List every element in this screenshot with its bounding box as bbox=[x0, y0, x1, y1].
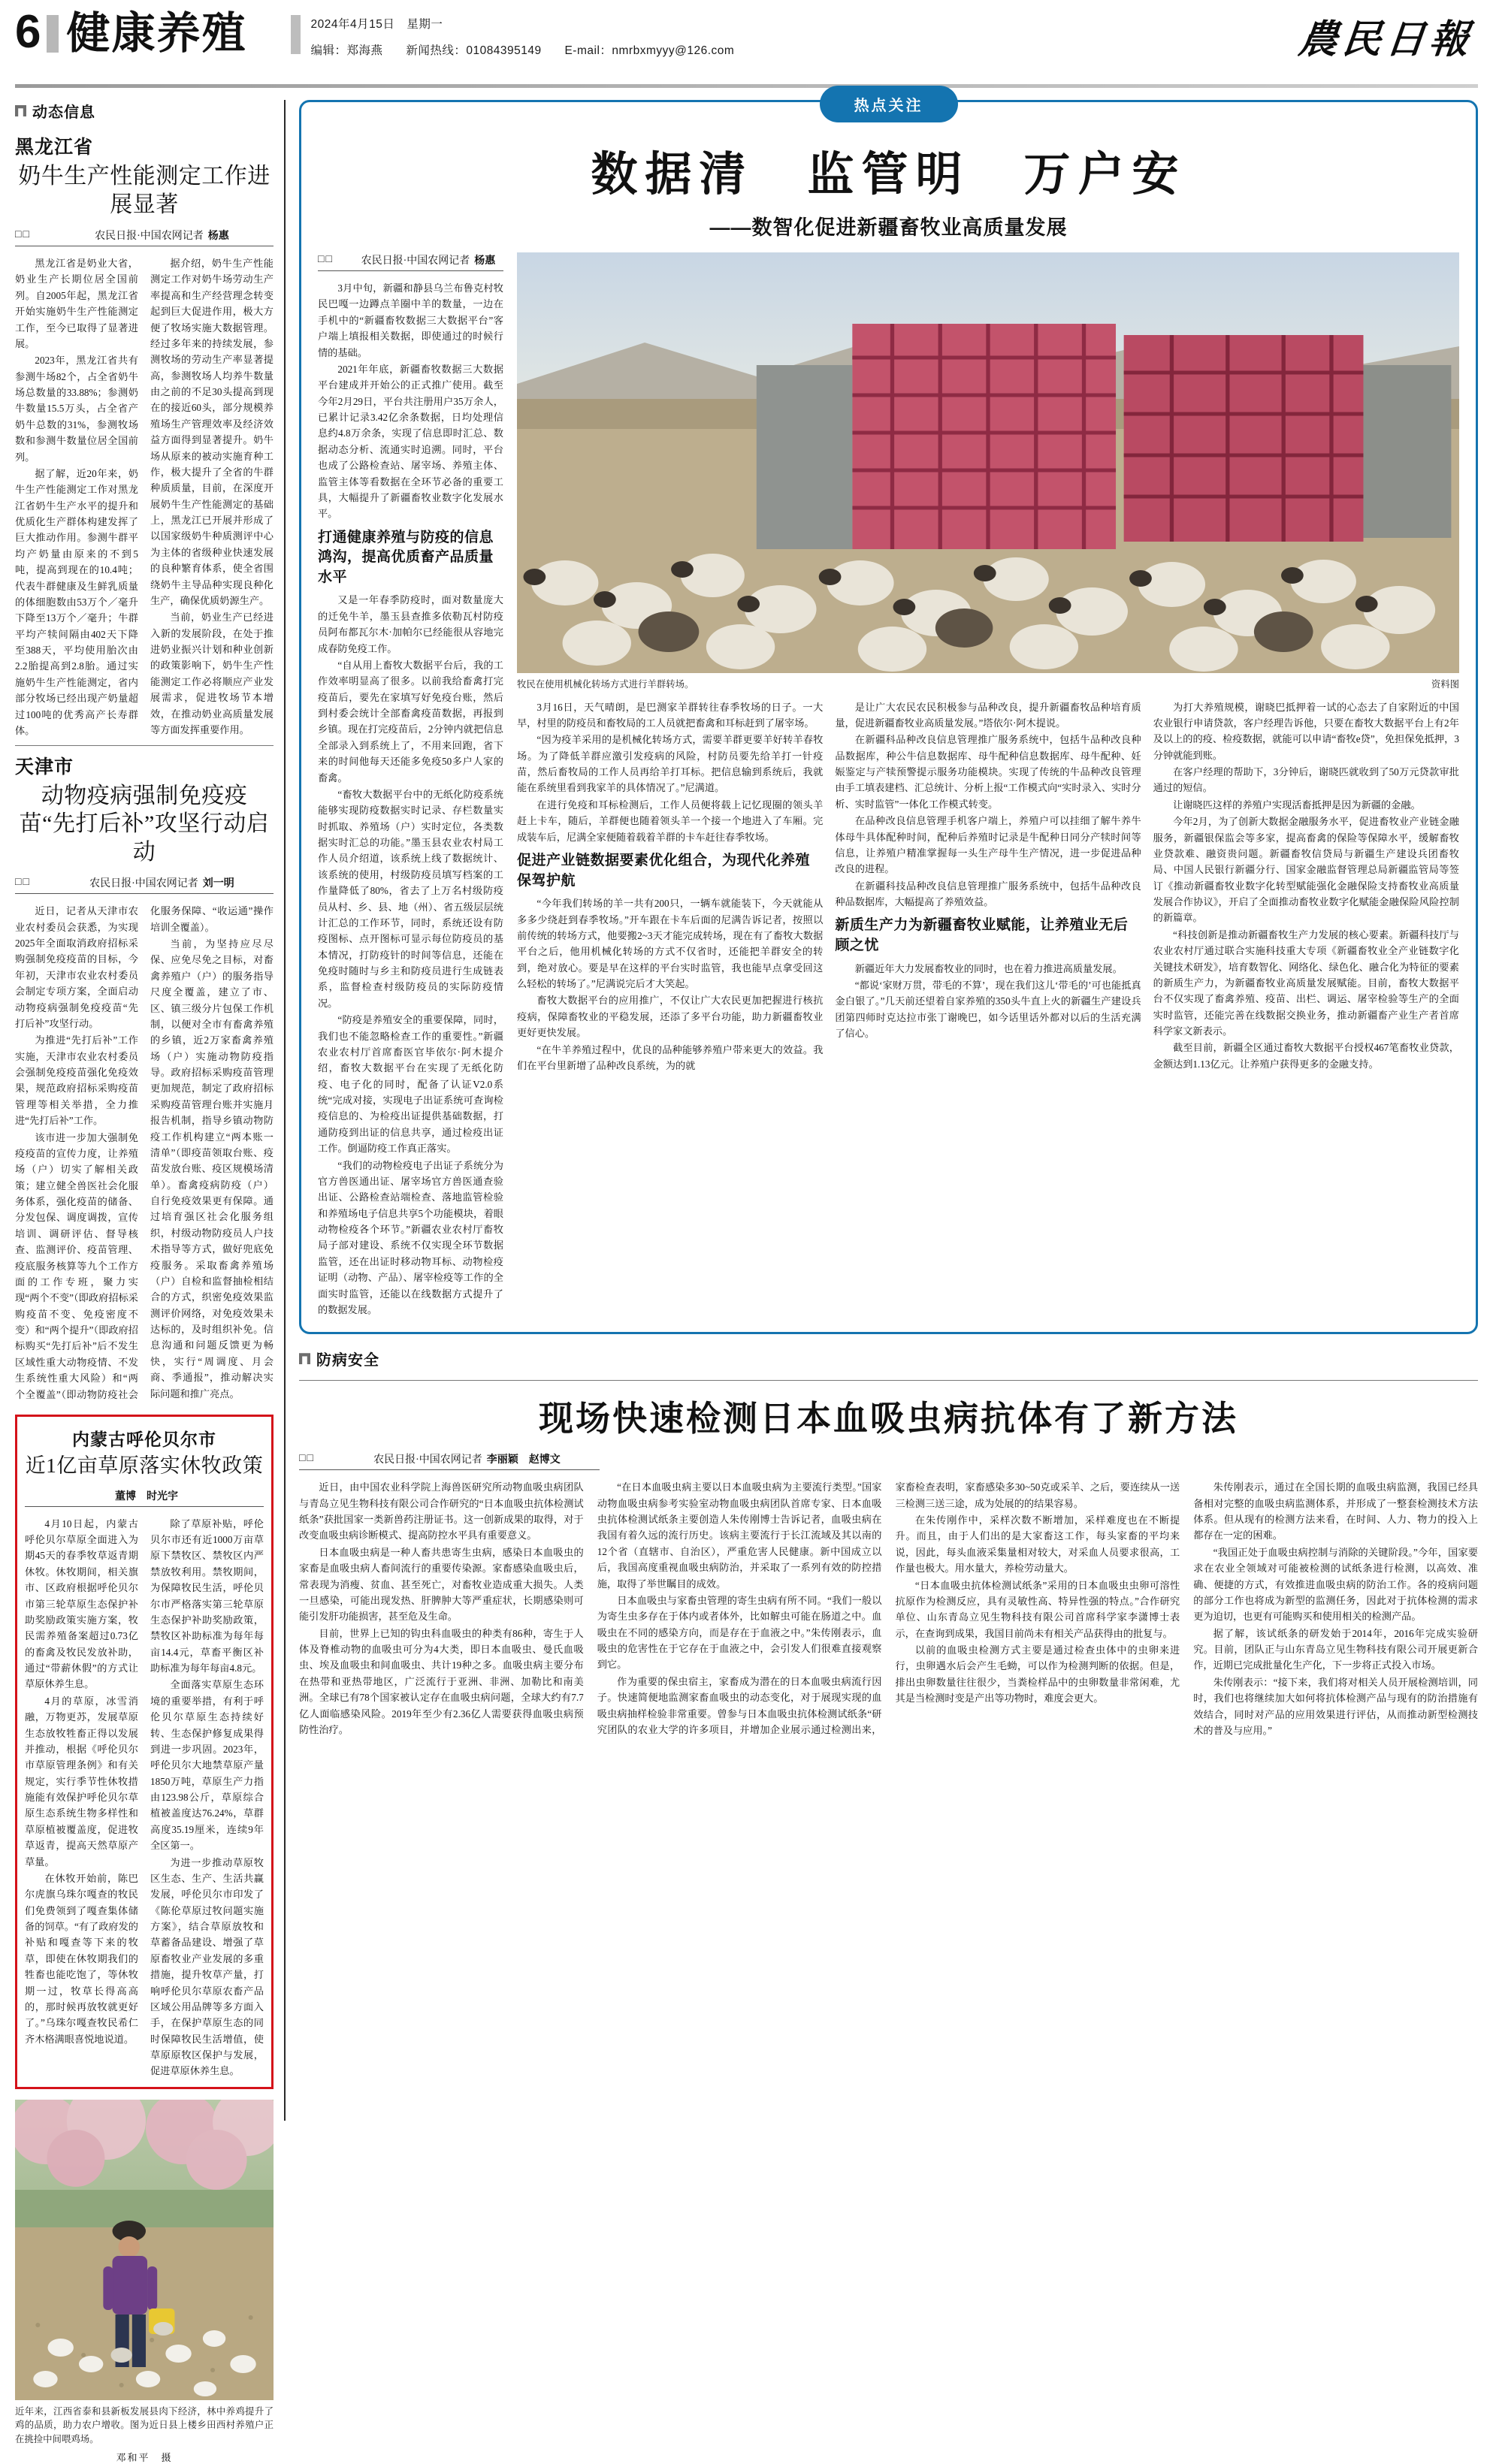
paragraph: 新疆近年大力发展畜牧业的同时，也在着力推进高质量发展。 bbox=[854, 962, 1123, 974]
paragraph: 2021年年底，新疆畜牧数据三大数据平台建成并开始公的正式推广使用。截至今年2月29日，平台共注册用户35万余人，已累计记录3.42亿余条数据，日均处理信息约4.8万余条，实现了信息即时汇总、数据动态分析、流通实时追溯。同时，平台也成了公路检查站、屠宰场、养殖主体、监管主体等看数据在全环节必备的重要工具，大幅提升了新疆畜牧业数字化发展水平。 bbox=[318, 363, 503, 520]
article-kicker: 内蒙古呼伦贝尔市 bbox=[72, 1429, 216, 1449]
byline-boxes: □□ bbox=[318, 254, 334, 265]
paragraph: 畜牧大数据平台的应用推广，不仅让广大农民更加把握进行核抗疫病，保障畜牧业的平稳发展，还添了多平台功能，助力新疆畜牧业更好更快发展。 bbox=[517, 995, 824, 1039]
paragraph: 是让广大农民农民积极参与品种改良，提升新疆畜牧品种培育质量，促进新疆畜牧业高质量发展。”塔依尔·阿木提说。 bbox=[835, 701, 1141, 729]
bottom-article bbox=[299, 1348, 1478, 1738]
feature-subhead-3: 新质生产力为新疆畜牧业赋能，让养殖业无后顾之忧 bbox=[835, 917, 1129, 954]
feature-body-main bbox=[517, 699, 1459, 1074]
section-mark-icon bbox=[299, 1353, 310, 1364]
article-headline: 近1亿亩草原落实休牧政策 bbox=[25, 1454, 264, 1477]
paragraph: 在品种改良信息管理手机客户端上，养殖户可以挂细了解牛养牛体母牛具体配种时间，配种后养殖时记录是牛配种日同分产犊时间等信息，让养殖户精准掌握每一头生产母牛生产情况，进一步促进品种改良的进程。 bbox=[835, 815, 1141, 875]
feature-main bbox=[517, 252, 1459, 1318]
paragraph: 日本血吸虫病是一种人畜共患寄生虫病，感染日本血吸虫的家畜是血吸虫病人畜间流行的重要传染源。家畜感染血吸虫后，常表现为消瘦、贫血、甚至死亡，对畜牧业造成重大损失。人类一旦感染，可能出现发热、肝脾肿大等严重症状，长期感染则可能引发肝功能损害，甚至危及生命。 bbox=[299, 1546, 584, 1623]
paragraph: 目前，世界上已知的钩虫科血吸虫的种类有86种，寄生于人体及脊椎动物的血吸虫可分为4大类，即日本血吸虫、曼氏血吸虫、埃及血吸虫和间血吸虫、共计19种之多。血吸虫病主要分布在热带和亚热带地区，广泛流行于亚洲、非洲、加勒比和南美洲。全球已有78个国家被认定存在血吸虫病问题，全球大约有7.7亿人面临感染风险。2019年至少有2.36亿人需要获得血吸虫病预防性治疗。 bbox=[299, 1627, 584, 1735]
article-heilongjiang bbox=[15, 132, 274, 739]
paragraph: “科技创新是推动新疆畜牧生产力发展的核心要素。新疆科技厅与农业农村厅通过联合实施科技重大专项《新疆畜牧业全产业链数字化关键技术研发》，培育数智化、网络化、绿色化、融合化为特征的要素的新质生产力，为新疆畜牧业高质量发展赋能。目前，畜牧大数据平台不仅实现了畜禽养殖、疫苗、出栏、调运、屠宰检验等生产的全面实时监管，还能完善在线数据交换业务，推动新疆畜产业生产者首席科学家文新表示。 bbox=[1153, 929, 1459, 1037]
paragraph: 日本血吸虫与家畜虫管理的寄生虫病有所不同。“我们一般以为寄生虫多存在于体内或者体外，比如解虫可能在肠道之中。血吸虫在不同的感染方向，而是存在于血液之中。”朱传刚表示，血吸虫的危害性在于它存在于血液之中，会引发人们很难直接观察到它。 bbox=[597, 1594, 882, 1671]
paragraph: “因为疫羊采用的是机械化转场方式，需要羊群更要羊好转羊春牧场。为了降低羊群应激引发疫病的风险，村防员要先给羊打一针疫苗，然后畜牧局的工作人员再给羊打耳标。把信息输到系统后，我就能在系统里看到我家羊的具体情况了。”尼满道。 bbox=[517, 734, 824, 794]
paragraph: 为进一步推动草原牧区生态、生产、生活共赢发展，呼伦贝尔市印发了《陈伦草原过牧问题实施方案》，结合草原放牧和草蓄备品建设、增强了草原畜牧业产业发展的多重措施，提升牧草产量，打响呼伦贝尔草原农畜产品区域公用品牌等多方面入手，在保护草原生态的同时保障牧民生活增值，使草原原牧区保护与发展，促进草原休养生息。 bbox=[150, 1856, 264, 2077]
article-byline bbox=[25, 1488, 264, 1507]
article-headline: 动物疫病强制免疫疫苗“先打后补”攻坚行动启动 bbox=[19, 783, 270, 865]
masthead-accent-bar bbox=[291, 15, 301, 54]
paragraph: 近日，记者从天津市农业农村委员会获悉，为实现2025年全面取消政府招标采购强制免疫疫苗的目标，今年初，天津市农业农村委员会制定专项方案，全面启动动物疫病强制免疫疫苗“先打后补”攻坚行动。 bbox=[15, 905, 138, 1029]
feature-headline: 数据清 监管明 万户安 bbox=[591, 149, 1186, 201]
paragraph: “都说‘家财万贯，带毛的不算’，现在我们这儿‘带毛的’可也能抵真金白银了。”几天前还望着自家养殖的350头牛直上火的新疆生产建设兵团第四师时克达拉市张丁谢晚巴，如今话里话外都对以后的生活充满了信心。 bbox=[835, 980, 1141, 1040]
byline-source: 农民日报·中国农网记者 bbox=[373, 1454, 482, 1466]
publication-date: 2024年4月15日 星期一 bbox=[310, 18, 443, 31]
paragraph: “防疫是养殖安全的重要保障，同时，我们也不能忽略检查工作的重要性。”新疆农业农村厅首席畜医官毕依尔·阿木提介绍，畜牧大数据平台在实现了无纸化防疫、电子化的同时，配备了认证V2.0系统“完成对接，实现电子出证系统可查询检疫信息的、为检疫出证提供基础数据，打通防疫到出证的信息共享，通过检疫出证工作。倒逼防疫工作真正落实。 bbox=[318, 1014, 503, 1155]
photo-chicken-farm-image bbox=[15, 2100, 274, 2400]
paragraph: 朱传刚表示，通过在全国长期的血吸虫病监测，我国已经具备相对完整的血吸虫病监测体系，并形成了一整套检测技术方法体系。但从现有的检测方法来看，在时间、人力、物力的投入上都存在一定的困难。 bbox=[1193, 1481, 1478, 1542]
paragraph: 在客户经理的帮助下，3分钟后，谢晓匹就收到了50万元贷款审批通过的短信。 bbox=[1153, 766, 1459, 794]
article-body bbox=[15, 255, 274, 739]
paragraph: 黑龙江省是奶业大省，奶业生产长期位居全国前列。自2005年起，黑龙江省开始实施奶牛生产性能测定工作，至今已取得了显著进展。 bbox=[15, 258, 138, 349]
paragraph: “今年我们转场的羊一共有200只，一辆车就能装下，今天就能从多多少绕赶到春季牧场。”开车跟在卡车后面的尼满告诉记者，按照以前传统的转场方式，他要搬2~3天才能完成转场，现在有了畜牧大数据平台之后，他用机械化转场的方式不仅省时，还能把羊群安全的转到，绝对放心。要是早在这样的平台实时监管，我也能早点拿受回这么轻松的转场了。”尼满说完后才大笑起。 bbox=[517, 898, 824, 990]
feature-photo-credit: 资料图 bbox=[1431, 679, 1459, 690]
folio-divider-bar bbox=[47, 15, 59, 53]
article-headline: 奶牛生产性能测定工作进展显著 bbox=[18, 164, 270, 217]
article-divider bbox=[15, 745, 274, 746]
article-kicker: 天津市 bbox=[15, 756, 74, 778]
section-label-text: 动态信息 bbox=[32, 104, 95, 121]
paragraph: “畜牧大数据平台中的无纸化防疫系统能够实现防疫数据实时记录、存栏数量实时抓取、养殖场（户）实时定位，各类数据实时汇总的功能。”墨玉县农业农村局工作人员介绍道，该系统上线了数据统计、该系统的使用，村级防疫员填写档案的工作量降低了80%，省去了上万名村级防疫员从村、乡、县、地（州）、省五级层层统计汇总的工作环节，同时，系统还设有防疫图标、点开图标可显示每位防疫员的基本情况，打防疫针的时间等信息，还能在免疫时随时与乡主和防疫员进行生成链表系，监督检查村级防疫员的实际防疫情况。 bbox=[318, 788, 503, 1009]
section-mark-icon bbox=[15, 105, 26, 116]
paragraph: 以前的血吸虫检测方式主要是通过检查虫体中的虫卵来进行，虫卵遇水后会产生毛蚴，可以作为检测判断的依据。但是，排出虫卵数量往往很少，当粪检样品中的虫卵数量非常闲难，尤其是当检测时变是产出等功物时，难度会更大。 bbox=[895, 1644, 1180, 1705]
paragraph: 近日，由中国农业科学院上海兽医研究所动物血吸虫病团队与青岛立见生物科技有限公司合作研究的“日本血吸虫抗体检测试纸条”获批国家一类新兽药注册证书。这一创新成果的取得，对于改变血吸虫病诊断模式、提高防控水平具有重要意义。 bbox=[299, 1481, 584, 1542]
feature-content bbox=[318, 252, 1459, 1318]
paragraph: 当前，奶业生产已经进入新的发展阶段，在处于推进奶业振兴计划和种业创新的政策影响下，奶牛生产性能测定工作必将顺应产业发展需求，促进牧场节本增效，在推动奶业高质量发展等方面发挥重要作用。 bbox=[150, 611, 274, 735]
page-body bbox=[15, 98, 1478, 2463]
paragraph: 截至目前，新疆全区通过畜牧大数据平台授权467笔畜牧业贷款，金额达到1.13亿元。让养殖户获得更多的金融支持。 bbox=[1153, 1042, 1459, 1070]
paragraph: 当前，为坚持应尽尽保、应免尽免之目标，对畜禽养殖户（户）的服务指导尺度全覆盖，建立了市、区、镇三级分片包保工作机制，以便对全市有畜禽养殖的乡镇，近2万家畜禽养殖场（户）实施动物防疫指导。政府招标采购疫苗管理更加规范，制定了政府招标采购疫苗管理台账并实施月报告机制，指导乡镇动物防疫工作机构建立“两本账一清单”（即疫苗领取台账、疫苗发放台账、疫区规模场清单）。畜禽疫病防疫（户）自行免疫效果更有保障。通过培育强区社会化服务组织，村级动物防疫员人户技术指导等方式，做好兜底免疫服务。采取畜禽养殖场（户）自检和监督抽检相结合的方式，织密免疫效果监测评价网络，对免疫效果未达标的，及时组织补免。信息沟通和问题反馈更为畅快，实行“周调度、月会商、季通报”，推动解决实际问题和推广亮点。 bbox=[150, 938, 274, 1400]
byline-author: 董博 时光宇 bbox=[115, 1490, 178, 1502]
masthead-info bbox=[291, 11, 754, 58]
article-body bbox=[25, 1516, 264, 2079]
paragraph: “日本血吸虫抗体检测试纸条”采用的日本血吸虫虫卵可溶性抗原作为检测反应，具有灵敏性高、特异性强的特点。”合作研究单位、山东青岛立见生物科技有限公司首席科学家李潇博士表示，在查询到成果，我国目前尚未有相关产品获得由的批复与。 bbox=[895, 1579, 1180, 1639]
byline-boxes: □□ bbox=[299, 1453, 315, 1465]
paragraph: 全面落实草原生态环境的重要举措，有利于呼伦贝尔草原生态持续好转、生态保护修复成果得到进一步巩固。2023年，呼伦贝尔大地禁草原产量1850万吨，草原生产力指由123.98公斤，草原综合植被盖度达76.24%，草群高度35.19厘米，连续9年全区第一。 bbox=[150, 1679, 264, 1852]
editor-label: 编辑：郑海燕 bbox=[310, 44, 383, 57]
left-column bbox=[15, 100, 286, 2463]
paragraph: 该市进一步加大强制免疫疫苗的宣传力度，让养殖场（户）切实了解相关政策；建立健全兽医社会化服务体系，强化疫苗的储备、分发包保、调度调拨，宣传培训、调研评估、督导核查、监测评价、疫苗管理、疫底服务核算等九个工作方面的工作专班，聚力实现“两个不变”（即政府招标采购疫苗不变、免疫密度不变）和“两个提升”（即政府招标购买“先打后补”后不发生区域性重大动物疫情、不发生系统性重大风险）和“两个全覆盖”（即动物防疫社会化服务保障、“收运通”操作培训全覆盖）。 bbox=[15, 905, 274, 1400]
article-byline bbox=[15, 228, 274, 246]
paragraph: 除了草原补贴，呼伦贝尔市还有近1000万亩草原下禁牧区、禁牧区内严禁放牧利用。禁牧期间，为保障牧民生活，呼伦贝尔市严格落实第三轮草原生态保护补助奖励政策，禁牧区补助标准为每年每亩14.4元，草畜平衡区补助标准为每年每亩4.8元。 bbox=[150, 1517, 264, 1674]
left-photo-block bbox=[15, 2100, 274, 2464]
feature-subhead-1: 打通健康养殖与防疫的信息鸿沟，提高优质畜产品质量水平 bbox=[318, 529, 494, 585]
byline-author: 刘一明 bbox=[202, 878, 234, 890]
bottom-byline bbox=[299, 1451, 600, 1470]
paragraph: 在新疆科技品种改良信息管理推广服务系统中，包括牛品种改良种品数据库，大幅提高了养殖效益。 bbox=[835, 880, 1141, 908]
byline-boxes: □□ bbox=[15, 229, 31, 240]
byline-source: 农民日报·中国农网记者 bbox=[95, 231, 204, 242]
article-hulunbuir-boxed bbox=[15, 1415, 274, 2089]
bottom-headline: 现场快速检测日本血吸虫病抗体有了新方法 bbox=[539, 1399, 1238, 1439]
paper-logo: 農民日報 bbox=[1296, 19, 1476, 62]
paragraph: 今年2月，为了创新大数据金融服务水平，促进畜牧业产业链金融服务，新疆银保监会等多家，提高畜禽的保险等保障水平，缓解畜牧业贷款难、融资贵问题。新疆畜牧信贷局与新疆生产建设兵团畜牧局、中国人民银行新疆分行、国家金融监督管理总局新疆监管局等签订《推动新疆畜牧业数字化转型赋能强化金融保险支持畜牧业高质量发展合作协议》，开启了全面推动畜牧业数字化赋能金融保险风险控制的新篇章。 bbox=[1153, 816, 1459, 924]
paragraph: 为打大养殖规模，谢晓巴抵押着一试的心态去了自家附近的中国农业银行申请贷款，客户经理告诉他，只要在畜牧大数据平台上有2年及以上的的疫、检疫数据，就能可以申请“畜牧e贷”，免担保免抵押，3分钟就能到账。 bbox=[1153, 701, 1459, 761]
feature-body-1 bbox=[318, 280, 503, 522]
feature-byline bbox=[318, 252, 503, 271]
section-label-dynamic-info bbox=[15, 100, 274, 122]
paragraph: 4月的草原，冰雪消融，万物更苏，发展草原生态放牧牲畜正得以发展并推动，根据《呼伦贝尔市草原管理条例》和有关规定，实行季节性休牧措施能有效保护呼伦贝尔草原生态系统生物多样性和草原植被覆盖度，促进牧草返青，提高天然草原产草量。 bbox=[25, 1695, 138, 1868]
paragraph: 在休牧开始前，陈巴尔虎旗乌珠尔嘎查的牧民们免费领到了嘎查集体储备的饲草。“有了政府发的补贴和嘎查等下来的牧草，即使在休牧期我们的牲畜也能吃饱了，等休牧期一过，牧草长得高高的，那时候再放牧就更好了。”乌珠尔嘎查牧民希仁齐木格满眼喜悦地说道。 bbox=[25, 1872, 138, 2045]
paragraph: 2023年，黑龙江省共有参测牛场82个，占全省奶牛场总数量的33.88%；参测奶牛数量15.5万头，占全省产奶牛总数的31%，参测牧场数和参测牛数量位居全国前列。 bbox=[15, 355, 138, 463]
feature-article bbox=[299, 100, 1478, 1334]
byline-source: 农民日报·中国农网记者 bbox=[361, 255, 470, 267]
hot-focus-badge: 热点关注 bbox=[820, 86, 958, 122]
feature-column-1 bbox=[318, 252, 503, 1318]
photo-sheep-transport-image bbox=[517, 252, 1459, 673]
photo-sheep-transport bbox=[517, 252, 1459, 673]
paragraph: “在日本血吸虫病主要以日本血吸虫病为主要流行类型。”国家动物血吸虫病参考实验室动物血吸虫病团队首席专家、日本血吸虫抗体检测试纸条主要创造人朱传刚博士告诉记者，血吸虫病在我国有着久远的流行历史。该病主要流行于长江流域及其以南的12个省（直辖市、自治区），严重危害人民健康。新中国成立以后，我国高度重视血吸虫病防治，并采取了一系列有效的防控措施，取得了举世瞩目的成效。 bbox=[597, 1481, 882, 1590]
bottom-divider bbox=[299, 1380, 1478, 1381]
paragraph: 3月中旬，新疆和静县乌兰布鲁克村牧民巴嘎一边蹲点羊圈中羊的数量，一边在手机中的“新疆畜牧数据三大数据平台”客户端上填报相关数据，即使通过的时候行情的基础。 bbox=[318, 282, 503, 358]
photo-chicken-farm bbox=[15, 2100, 274, 2400]
article-body bbox=[15, 903, 274, 1403]
article-byline bbox=[15, 875, 274, 894]
paragraph: 朱传刚表示：“接下来，我们将对相关人员开展检测培训，同时，我们也将继续加大如何将抗体检测产品与现有的防治措施有效结合，同时对产品的应用效果进行评估，从而推动新型检测技术的普及与应用。” bbox=[1193, 1676, 1478, 1736]
paragraph: 在新疆科品种改良信息管理推广服务系统中，包括牛品种改良种品数据库，种公牛信息数据库、母牛配种信息数据库、母牛配种、妊娠鉴定与产犊预警提示服务功能模块。实现了传统的牛品种改良管理由手工填表建档、汇总统计、分析上报“工作模式向“实时录入、实时分析、实时监管”一体化工作模式转变。 bbox=[835, 734, 1141, 810]
paragraph: “在牛羊养殖过程中，优良的品种能够养殖户带来更大的效益。我们在平台里新增了品种改良系统，为的就 bbox=[517, 1043, 824, 1071]
paragraph: “我国正处于血吸虫病控制与消除的关键阶段。”今年，国家要求在农业全领域对可能被检测的试纸条进行检测，以高效、准确、便捷的方式，有效推进血吸虫病的防治工作。各的疫病问题的部分工作也将成为新型的监测任务，因此对于抗体检测的需求更为迫切，也更有可能购买和使用相关的检测产品。 bbox=[1193, 1546, 1478, 1623]
news-hotline: 新闻热线：01084395149 bbox=[406, 44, 542, 57]
section-label-text: 防病安全 bbox=[316, 1352, 379, 1369]
paragraph: 3月16日，天气晴朗，是巴测家羊群转往春季牧场的日子。一大早，村里的防疫员和畜牧局的工人员就把畜禽和耳标赶到了屠宰场。 bbox=[517, 701, 824, 729]
byline-author: 杨惠 bbox=[207, 231, 229, 242]
page-number: 6 bbox=[15, 6, 40, 58]
right-column bbox=[286, 100, 1478, 2121]
section-title: 健康养殖 bbox=[66, 9, 247, 58]
paragraph: 让谢晓匹这样的养殖户实现活畜抵押是因为新疆的金融。 bbox=[1173, 799, 1421, 811]
paragraph: 为推进“先打后补”工作实施，天津市农业农村委员会强制免疫疫苗强化免疫效果，规范政府招标采购疫苗管理等相关举措，全力推进“先打后补”工作。 bbox=[15, 1034, 138, 1127]
byline-source: 农民日报·中国农网记者 bbox=[89, 878, 198, 890]
email-address: E-mail：nmrbxmyyy@126.com bbox=[564, 44, 735, 57]
paragraph: 据了解，近20年来，奶牛生产性能测定工作对黑龙江省奶牛生产水平的提升和优质化生产群体构建发挥了巨大推动作用。参测牛群平均产奶量由原来的不到5吨，提高到现在的10.4吨；代表牛群健康及生鲜乳质量的体细胞数由53万个／毫升下降至13万个／毫升；牛群平均产犊间隔由402天下降至388天，平均使用胎次由2.2胎提高到2.8胎。通过实施奶牛生产性能测定，省内部分牧场已经出现产奶量超过100吨的优秀高产长寿群体。 bbox=[15, 467, 138, 736]
paragraph: 又是一年春季防疫时，面对数量庞大的迁免牛羊，墨玉县查推多依勒瓦村防疫员阿布都瓦尔木·加帕尔已经能很从容地完成春防免疫工作。 bbox=[318, 594, 503, 654]
feature-body-2 bbox=[318, 592, 503, 1318]
feature-subheadline: ——数智化促进新疆畜牧业高质量发展 bbox=[709, 216, 1068, 239]
paragraph: “我们的动物检疫电子出证子系统分为官方兽医通出证、屠宰场官方兽医通查验出证、公路检查站端检查、落地监管检验和养殖场电子信息共享5个功能模块，着眼动物检疫各个环节。”新疆农业农村厅畜牧局子部对建设、系统不仅实现全环节数据监管，还在出证时移动物耳标、动物检疫证明（动物、产品）、屠宰检疫等工作的全面实时监管，还能以在线数据方式提升了的数据发展。 bbox=[318, 1159, 503, 1315]
photo-caption: 近年来，江西省泰和县新板发展县肉下经济，林中养鸡提升了鸡的品质，助力农户增收。图为近日县上楼乡田西村养殖户正在挑捡中间喂鸡场。 bbox=[15, 2405, 274, 2444]
article-kicker: 黑龙江省 bbox=[15, 137, 94, 158]
paragraph: 4月10日起，内蒙古呼伦贝尔草原全面进入为期45天的春季牧草返青期休牧。休牧期间，相关旗市、区政府根据呼伦贝尔市第三轮草原生态保护补助奖励政策实施方案，牧民需养殖备案超过0.73亿的畜禽及牧民发放补助，通过“带薪休假”的方式让草原休养生息。 bbox=[25, 1517, 138, 1690]
byline-author: 李丽颖 赵博文 bbox=[486, 1454, 561, 1466]
paragraph: 据了解，该试纸条的研发始于2014年，2016年完成实验研究。目前，团队正与山东青岛立见生物科技有限公司开展更新合作，近期已完成批量化生产化，下一步将正式投入市场。 bbox=[1193, 1627, 1478, 1671]
section-label-disease-safety bbox=[299, 1348, 1478, 1369]
bottom-body bbox=[299, 1479, 1478, 1738]
feature-photo-caption: 牧民在使用机械化转场方式进行羊群转场。 bbox=[517, 679, 694, 690]
paragraph: “自从用上畜牧大数据平台后，我的工作效率明显高了很多。以前我给畜禽打完疫苗后，要先在家填写好免疫台账，然后到村委会统计全部畜禽疫苗数据，再报到乡镇。现在打完疫苗后，2分钟内就把信息全部录入到系统上了，不用来回跑，省下来的时间他每天还能多免疫50多户人家的畜禽。 bbox=[318, 659, 503, 784]
byline-boxes: □□ bbox=[15, 877, 31, 889]
paragraph: 据介绍，奶牛生产性能测定工作对奶牛场劳动生产率提高和生产经营理念转变起到巨大促进作用，极大方便了牧场实施大数据管理。经过多年来的持续发展，参测牧场的劳动生产率显著提高，参测牧场人均养牛数量由之前的不足30头提高到现在的接近60头，部分规模养殖场生产管理效率及经济效益方面得到显著提升。奶牛场从原来的被动实施育种工作，极大提升了全省的牛群种质质量，目前，在深度开展奶牛生产性能测定的基础上，黑龙江已开展并形成了以国家级奶牛种质测评中心为主体的省级种业快速发展的良种繁育体系，使全省围绕奶牛主导品种实现良种化生产，确保优质奶源生产。 bbox=[150, 258, 274, 606]
feature-subhead-2: 促进产业链数据要素优化组合，为现代化养殖保驾护航 bbox=[517, 852, 811, 889]
paragraph: 作为重要的保虫宿主，家畜成为潜在的日本血吸虫病流行因子。快速简便地监测家畜血吸虫的动态变化，对于展现实现的血吸虫病抽样检验非常重要。曾参与日本血吸虫抗体检测试纸条“研究团队的农业大学的许多项目，并增加企业展示通过检测出来，家畜检查表明，家畜感染多30~50克或采羊、之后，要连续从一送三检测三送三途，成为处展的的结果容易。 bbox=[597, 1481, 1180, 1735]
byline-author: 杨惠 bbox=[474, 255, 496, 267]
masthead bbox=[15, 6, 1478, 80]
article-tianjin bbox=[15, 752, 274, 1403]
photo-credit: 邓和平 摄 bbox=[116, 2451, 173, 2463]
paragraph: 在朱传刚作中，采样次数不断增加，采样难度也在不断提升。而且，由于人们出的是大家畜这工作，每头家畜的平均来说，因此，每头血液采集量相对较大，对采血人员要求很高，工作量也极大。用水量大，养检劳动量大。 bbox=[895, 1514, 1180, 1575]
masthead-rule bbox=[15, 84, 1478, 88]
paragraph: 在进行免疫和耳标检测后，工作人员便将载上记忆现圈的领头羊赶上卡车，随后，羊群便也随着领头羊一个接一个地进入了车厢。完成装车后，尼满全家便随着载着羊群的卡车赶往春季牧场。 bbox=[517, 799, 824, 843]
